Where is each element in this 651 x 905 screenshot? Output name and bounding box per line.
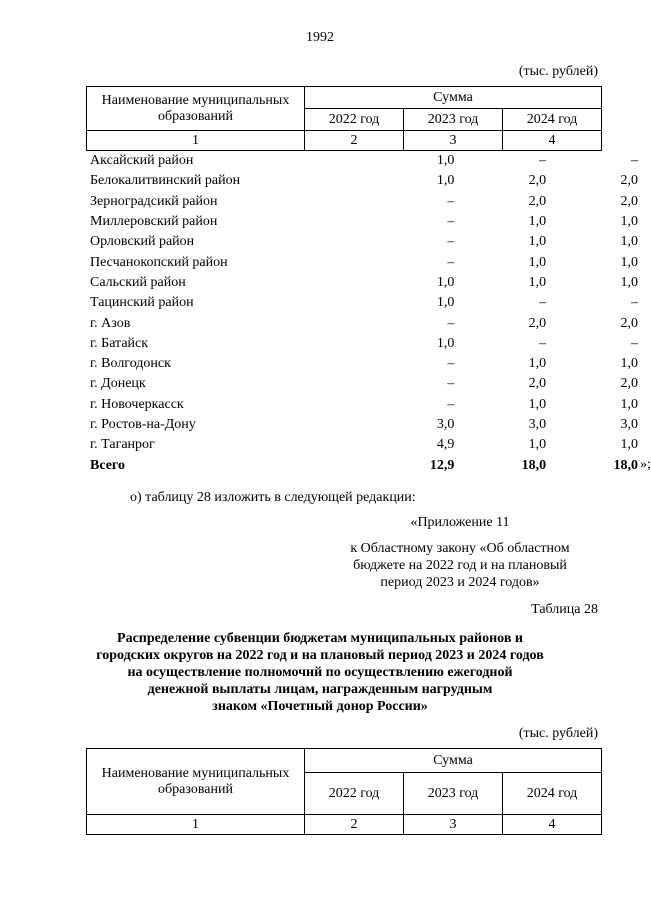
table-row xyxy=(86,273,640,293)
row-value-2024: 1,0 xyxy=(620,437,638,453)
title-line: городских округов на 2022 год и на плановый период 2023 и 2024 годов xyxy=(96,648,544,663)
appendix-line-1: «Приложение 11 xyxy=(410,515,510,530)
row-value-2023: 2,0 xyxy=(528,315,547,331)
header-num-4: 4 xyxy=(503,815,602,835)
unit-label-bottom: (тыс. рублей) xyxy=(518,726,598,741)
header-year-2022: 2022 год xyxy=(305,109,404,131)
total-value-2022: 12,9 xyxy=(429,457,455,473)
table-total-row xyxy=(86,455,640,475)
row-value-2023: 2,0 xyxy=(528,193,547,209)
row-value-2024: 2,0 xyxy=(620,173,638,189)
row-value-2024: 2,0 xyxy=(620,193,638,209)
header-year-2024: 2024 год xyxy=(503,109,602,131)
row-value-2022: – xyxy=(447,193,455,209)
row-value-2022: 1,0 xyxy=(436,295,455,311)
row-value-2023: 2,0 xyxy=(528,173,547,189)
row-name: Миллеровский район xyxy=(90,214,218,230)
row-value-2022: 1,0 xyxy=(436,173,455,189)
row-value-2023: 1,0 xyxy=(528,234,547,250)
table-row xyxy=(86,171,640,191)
page-number: 1992 xyxy=(306,30,334,45)
row-value-2022: 1,0 xyxy=(436,153,455,169)
header-num-3: 3 xyxy=(404,815,503,835)
table-row xyxy=(86,334,640,354)
table-title xyxy=(90,630,550,715)
row-value-2023: 1,0 xyxy=(528,274,547,290)
row-name: г. Волгодонск xyxy=(90,356,171,372)
row-name: Сальский район xyxy=(90,274,186,290)
table-row xyxy=(86,415,640,435)
row-value-2023: 2,0 xyxy=(528,376,547,392)
table-row xyxy=(86,354,640,374)
row-value-2023: 1,0 xyxy=(528,437,547,453)
row-value-2022: – xyxy=(447,315,455,331)
header-name-col: Наименование муниципальных образований xyxy=(87,749,305,815)
table-row xyxy=(86,313,640,333)
table-row xyxy=(86,192,640,212)
row-value-2024: 3,0 xyxy=(620,417,638,432)
title-line: денежной выплаты лицам, награжденным нагрудным xyxy=(147,682,493,697)
header-year-2024: 2024 год xyxy=(503,773,602,815)
row-value-2024: 1,0 xyxy=(620,214,638,230)
row-name: г. Новочеркасск xyxy=(90,396,184,412)
row-value-2022: – xyxy=(447,234,455,250)
unit-label-top: (тыс. рублей) xyxy=(518,64,598,79)
row-name: Песчанокопский район xyxy=(90,254,228,270)
row-name: г. Батайск xyxy=(90,335,149,351)
row-value-2023: 3,0 xyxy=(528,417,547,432)
title-line: Распределение субвенции бюджетам муниципальных районов и xyxy=(117,631,523,646)
total-value-2023: 18,0 xyxy=(521,457,547,473)
row-value-2023: 1,0 xyxy=(528,214,547,230)
table-row xyxy=(86,395,640,415)
table-row xyxy=(86,293,640,313)
header-num-2: 2 xyxy=(305,815,404,835)
header-num-3: 3 xyxy=(404,131,503,151)
table-row xyxy=(86,151,640,171)
row-value-2022: 1,0 xyxy=(436,335,455,351)
row-value-2024: – xyxy=(631,153,638,169)
total-label: Всего xyxy=(90,457,125,473)
header-num-1: 1 xyxy=(87,815,305,835)
row-name: Белокалитвинский район xyxy=(90,173,241,189)
table-row xyxy=(86,252,640,272)
row-value-2022: 1,0 xyxy=(436,274,455,290)
row-value-2024: 2,0 xyxy=(620,376,638,392)
title-line: знаком «Почетный донор России» xyxy=(212,699,428,714)
title-line: на осуществление полномочий по осуществлению ежегодной xyxy=(127,665,513,680)
appendix-line-4: период 2023 и 2024 годов» xyxy=(380,575,540,590)
row-value-2023: – xyxy=(539,335,547,351)
header-sum-col: Сумма xyxy=(305,749,602,773)
row-value-2024: 1,0 xyxy=(620,234,638,250)
row-name: г. Донецк xyxy=(90,376,146,392)
header-name-col: Наименование муниципальных образований xyxy=(87,87,305,131)
row-value-2023: 1,0 xyxy=(528,396,547,412)
table-row xyxy=(86,374,640,394)
table-label: Таблица 28 xyxy=(531,602,598,617)
header-num-1: 1 xyxy=(87,131,305,151)
row-value-2023: – xyxy=(539,295,547,311)
row-value-2024: 2,0 xyxy=(620,315,638,331)
row-name: Тацинский район xyxy=(90,295,194,311)
appendix-line-3: бюджете на 2022 год и на плановый xyxy=(353,558,567,573)
row-value-2022: 3,0 xyxy=(436,417,455,432)
total-value-2024: 18,0 xyxy=(613,457,638,473)
table-row xyxy=(86,232,640,252)
table-header-bottom xyxy=(86,748,602,835)
table-row xyxy=(86,435,640,455)
row-value-2022: – xyxy=(447,214,455,230)
row-value-2022: – xyxy=(447,376,455,392)
header-num-2: 2 xyxy=(305,131,404,151)
row-value-2024: 1,0 xyxy=(620,396,638,412)
table-header-top xyxy=(86,86,602,151)
amendment-paragraph: о) таблицу 28 изложить в следующей редакции: xyxy=(130,490,416,505)
row-name: Зерноградсикй район xyxy=(90,193,218,209)
table-body xyxy=(86,151,651,476)
table-row xyxy=(86,212,640,232)
total-suffix: »; xyxy=(640,457,651,473)
row-value-2022: – xyxy=(447,396,455,412)
header-num-4: 4 xyxy=(503,131,602,151)
row-value-2024: 1,0 xyxy=(620,356,638,372)
row-value-2023: 1,0 xyxy=(528,356,547,372)
row-value-2024: 1,0 xyxy=(620,274,638,290)
row-name: Орловский район xyxy=(90,234,195,250)
header-year-2023: 2023 год xyxy=(404,773,503,815)
row-name: г. Таганрог xyxy=(90,437,155,453)
appendix-line-2: к Областному закону «Об областном xyxy=(350,541,570,556)
header-year-2023: 2023 год xyxy=(404,109,503,131)
row-name: Аксайский район xyxy=(90,153,194,169)
row-name: г. Азов xyxy=(90,315,131,331)
total-value-2024-cell xyxy=(548,455,651,475)
row-value-2022: – xyxy=(447,254,455,270)
header-sum-col: Сумма xyxy=(305,87,602,109)
row-value-2024: – xyxy=(631,335,638,351)
header-year-2022: 2022 год xyxy=(305,773,404,815)
row-value-2023: – xyxy=(539,153,547,169)
row-value-2022: 4,9 xyxy=(436,437,455,453)
row-value-2022: – xyxy=(447,356,455,372)
row-value-2023: 1,0 xyxy=(528,254,547,270)
row-name: г. Ростов-на-Дону xyxy=(90,417,196,432)
row-value-2024: – xyxy=(631,295,638,311)
row-value-2024: 1,0 xyxy=(620,254,638,270)
